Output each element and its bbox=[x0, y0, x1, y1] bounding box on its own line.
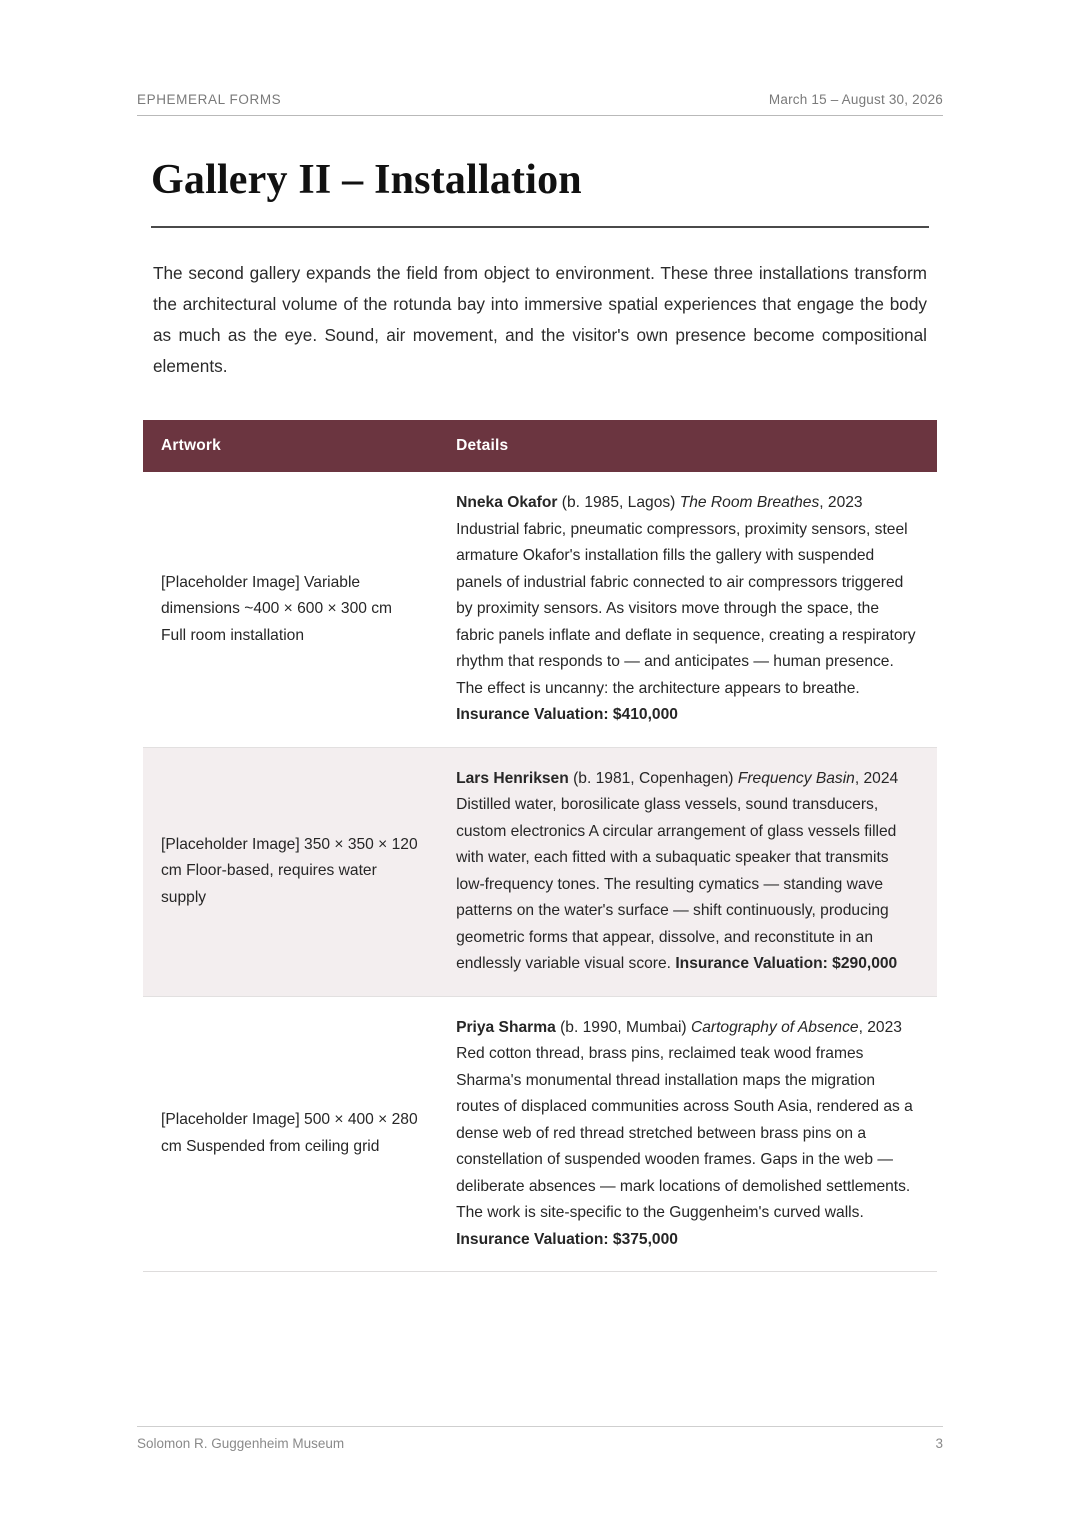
artwork-description: , 2023 Red cotton thread, brass pins, reclaimed teak wood frames Sharma's monumental thread installation maps the migration routes of displaced communities across South Asia, rendered as a dense web of red thread stretched between brass pins on a constellation of suspended wooden frames. Gaps in the web — deliberate absences — mark locations of demolished settlements. The work is site-specific to the Guggenheim's curved walls. bbox=[456, 1018, 913, 1221]
artwork-description: , 2024 Distilled water, borosilicate glass vessels, sound transducers, custom electronics A circular arrangement of glass vessels filled with water, each fitted with a subaquatic speaker that transmits low-frequency tones. The resulting cymatics — standing wave patterns on the water's surface — shift continuously, producing geometric forms that appear, dissolve, and reconstitute in an endlessly variable visual score. bbox=[456, 769, 899, 972]
cell-details bbox=[438, 747, 937, 996]
table-row bbox=[143, 472, 937, 747]
cell-details bbox=[438, 996, 937, 1272]
cell-artwork: [Placeholder Image] 500 × 400 × 280 cm Suspended from ceiling grid bbox=[143, 996, 438, 1272]
artist-name: Lars Henriksen bbox=[456, 769, 569, 787]
cell-artwork: [Placeholder Image] Variable dimensions ~400 × 600 × 300 cm Full room installation bbox=[143, 472, 438, 747]
title-divider bbox=[151, 226, 929, 228]
intro-paragraph: The second gallery expands the field from object to environment. These three installations transform the architectural volume of the rotunda bay into immersive spatial experiences that engage the body as much as the eye. Sound, air movement, and the visitor's own presence become compositional elements. bbox=[153, 263, 927, 376]
column-header-artwork: Artwork bbox=[143, 420, 438, 472]
artworks-table bbox=[143, 420, 937, 1272]
artist-name: Priya Sharma bbox=[456, 1018, 556, 1036]
table-body bbox=[143, 472, 937, 1272]
artwork-title: Cartography of Absence bbox=[690, 1018, 859, 1036]
artwork-title: Frequency Basin bbox=[737, 769, 855, 787]
artist-birth: (b. 1985, Lagos) bbox=[557, 494, 680, 511]
column-header-details: Details bbox=[438, 420, 937, 472]
table-row bbox=[143, 996, 937, 1272]
footer-institution: Solomon R. Guggenheim Museum bbox=[137, 1436, 345, 1451]
table-header-row bbox=[143, 420, 937, 472]
insurance-valuation: Insurance Valuation: $375,000 bbox=[456, 1230, 678, 1248]
artist-birth: (b. 1981, Copenhagen) bbox=[568, 769, 738, 787]
running-header bbox=[137, 92, 943, 116]
artist-birth: (b. 1990, Mumbai) bbox=[555, 1018, 691, 1036]
page-content bbox=[137, 92, 943, 1272]
page-title: Gallery II – Installation bbox=[151, 157, 582, 203]
artwork-title: The Room Breathes bbox=[679, 494, 820, 511]
footer-page-number: 3 bbox=[935, 1436, 943, 1451]
running-header-right: March 15 – August 30, 2026 bbox=[768, 92, 943, 107]
running-header-left: EPHEMERAL FORMS bbox=[137, 92, 282, 107]
table-head bbox=[143, 420, 937, 472]
insurance-valuation: Insurance Valuation: $410,000 bbox=[456, 706, 678, 723]
artist-name: Nneka Okafor bbox=[456, 494, 558, 511]
insurance-valuation: Insurance Valuation: $290,000 bbox=[675, 955, 898, 972]
cell-artwork: [Placeholder Image] 350 × 350 × 120 cm Floor-based, requires water supply bbox=[143, 747, 438, 996]
artwork-description: , 2023 Industrial fabric, pneumatic compressors, proximity sensors, steel armature Okafor's installation fills the gallery with suspended panels of industrial fabric connected to air compressors triggered by proximity sensors. As visitors move through the space, the fabric panels inflate and deflate in sequence, creating a respiratory rhythm that responds to — and anticipates — human presence. The effect is uncanny: the architecture appears to breathe. bbox=[456, 494, 916, 697]
table-row bbox=[143, 747, 937, 996]
page-footer bbox=[137, 1426, 943, 1451]
cell-details bbox=[438, 472, 937, 747]
